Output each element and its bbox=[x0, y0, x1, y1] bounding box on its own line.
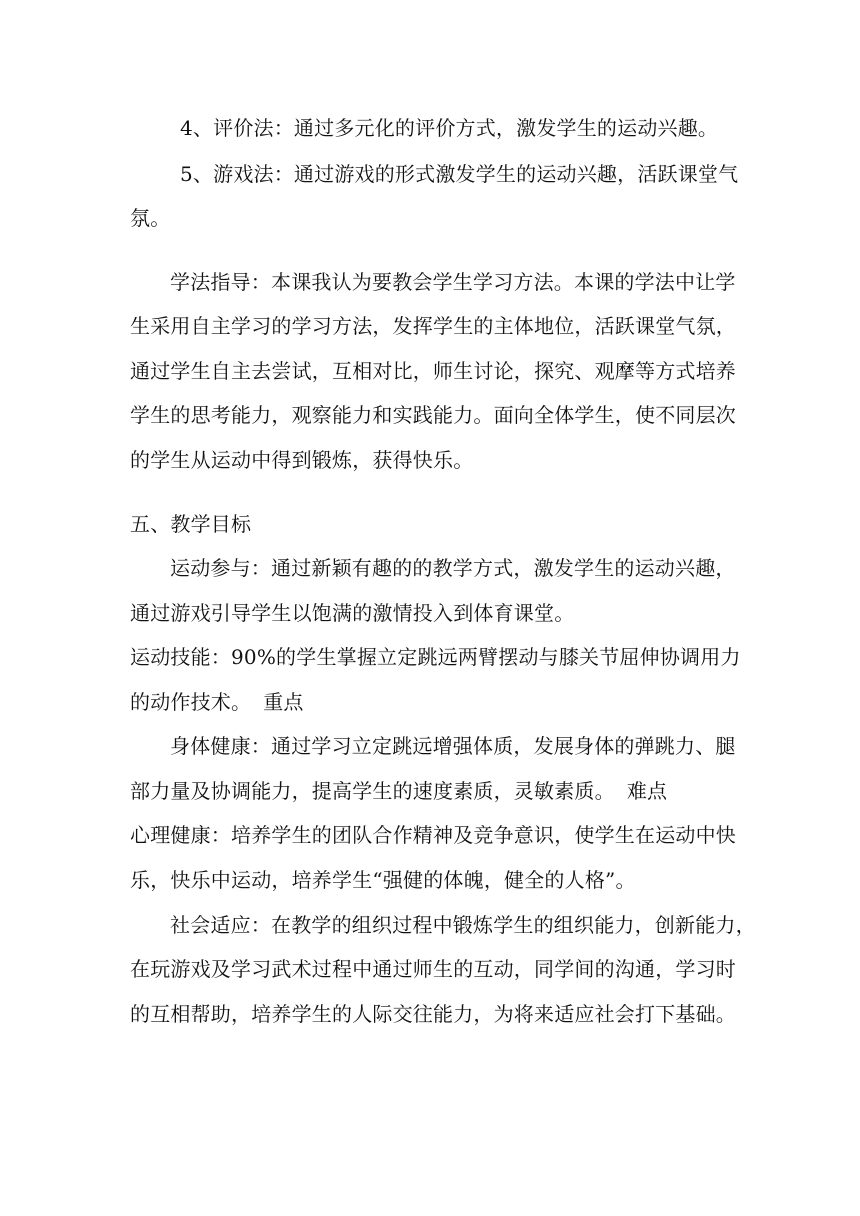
study-guidance-line-1: 学法指导：本课我认为要教会学生学习方法。本课的学法中让学 bbox=[170, 270, 736, 294]
study-guidance-line-5: 的学生从运动中得到锻炼，获得快乐。 bbox=[130, 448, 474, 472]
social-line-3: 的互相帮助，培养学生的人际交往能力，为将来适应社会打下基础。 bbox=[130, 1002, 736, 1026]
health-line-2-wrap bbox=[130, 777, 742, 805]
mental-line-2: 乐，快乐中运动，培养学生“强健的体魄，健全的人格”。 bbox=[130, 868, 636, 892]
skill-line-2: 的动作技术。 bbox=[130, 690, 252, 714]
study-guidance-line-3: 通过学生自主去尝试，互相对比，师生讨论，探究、观摩等方式培养 bbox=[130, 359, 736, 383]
skill-line-2-wrap bbox=[130, 688, 742, 716]
participation-line-1: 运动参与：通过新颖有趣的的教学方式，激发学生的运动兴趣， bbox=[170, 556, 736, 580]
mental-line-1: 心理健康：培养学生的团队合作精神及竞争意识，使学生在运动中快 bbox=[130, 823, 736, 847]
social-line-1: 社会适应：在教学的组织过程中锻炼学生的组织能力，创新能力， bbox=[170, 913, 756, 937]
health-difficulty-tag: 难点 bbox=[626, 779, 668, 803]
health-line-1: 身体健康：通过学习立定跳远增强体质，发展身体的弹跳力、腿 bbox=[170, 734, 736, 758]
study-guidance-line-2: 生采用自主学习的学习方法，发挥学生的主体地位，活跃课堂气氛， bbox=[130, 314, 736, 338]
social-line-2: 在玩游戏及学习武术过程中通过师生的互动，同学间的沟通，学习时 bbox=[130, 957, 736, 981]
skill-key-point-tag: 重点 bbox=[263, 690, 304, 714]
method-item-5-line-2: 氛。 bbox=[130, 206, 171, 230]
skill-line-1: 运动技能：90%的学生掌握立定跳远两臂摆动与膝关节屈伸协调用力 bbox=[130, 645, 741, 669]
participation-line-2: 通过游戏引导学生以饱满的激情投入到体育课堂。 bbox=[130, 601, 575, 625]
method-item-4: 4、评价法：通过多元化的评价方式，激发学生的运动兴趣。 bbox=[180, 116, 719, 140]
section-five-heading: 五、教学目标 bbox=[130, 512, 252, 536]
method-item-5-line-1: 5、游戏法：通过游戏的形式激发学生的运动兴趣，活跃课堂气 bbox=[180, 162, 739, 186]
health-line-2: 部力量及协调能力，提高学生的速度素质，灵敏素质。 bbox=[130, 779, 615, 803]
study-guidance-line-4: 学生的思考能力，观察能力和实践能力。面向全体学生，使不同层次 bbox=[130, 403, 736, 427]
